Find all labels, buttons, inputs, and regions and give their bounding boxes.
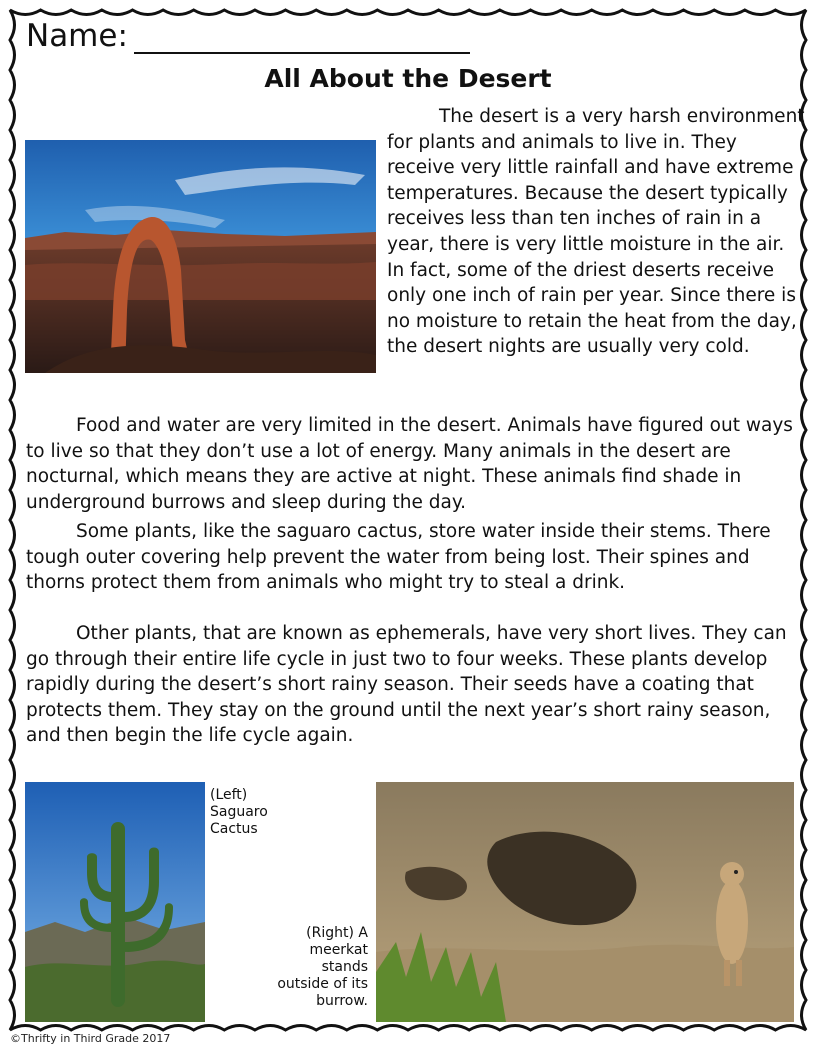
name-label: Name:	[26, 18, 128, 54]
page-title: All About the Desert	[264, 64, 552, 93]
paragraph-cactus: Some plants, like the saguaro cactus, store water inside their stems. There tough outer covering help prevent the water from being lost. Their spines and thorns protect them from animals who might try to steal a drink.	[26, 521, 771, 594]
paragraph-food-water: Food and water are very limited in the desert. Animals have figured out ways to live so that they don’t use a lot of energy. Many animals in the desert are nocturnal, which means they are active at night. These animals find shade in underground burrows and sleep during the day.	[26, 415, 793, 513]
name-blank-line[interactable]	[134, 52, 470, 54]
caption-left: (Left) Saguaro Cactus	[210, 787, 268, 837]
saguaro-cactus-photo	[25, 782, 205, 1022]
copyright-footer: ©Thrifty in Third Grade 2017	[10, 1032, 171, 1045]
paragraph-intro: The desert is a very harsh environment for plants and animals to live in. They receive very little rainfall and have extreme temperatures. Because the desert typically receives less than ten inches of rain in a year, there is very little moisture in the air. In fact, some of the driest deserts receive only one inch of rain per year. Since there is no moisture to retain the heat from the day, the desert nights are usually very cold.	[387, 106, 805, 358]
caption-right: (Right) A meerkat stands outside of its burrow.	[277, 925, 368, 1009]
desert-arch-photo	[25, 140, 376, 373]
meerkat-burrow-photo	[376, 782, 794, 1022]
paragraph-ephemerals: Other plants, that are known as ephemerals, have very short lives. They can go through their entire life cycle in just two to four weeks. These plants develop rapidly during the desert’s short rainy season. Their seeds have a coating that protects them. They stay on the ground until the next year’s short rainy season, and then begin the life cycle again.	[26, 623, 787, 747]
